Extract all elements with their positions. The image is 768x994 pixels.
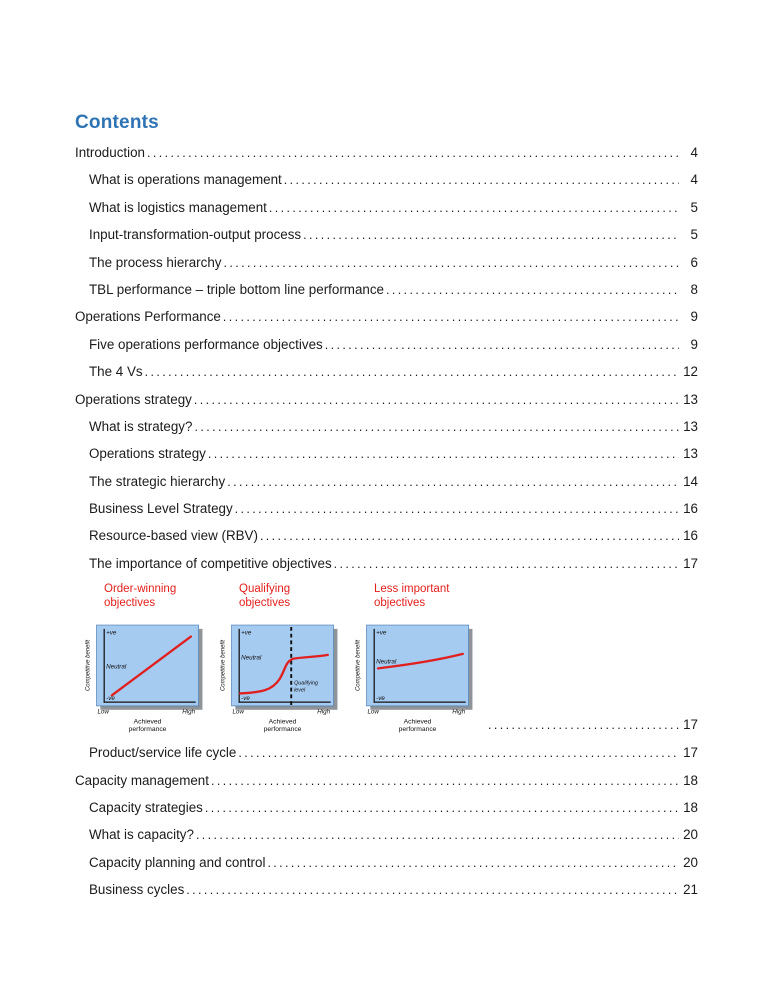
x-axis-label-line1: Achieved — [403, 718, 432, 726]
toc-entry-label: What is strategy? — [89, 418, 193, 434]
toc-entry-label: Five operations performance objectives — [89, 336, 323, 352]
x-tick-high: High — [452, 708, 466, 716]
toc-leader-dots — [284, 173, 679, 187]
toc-list-bottom — [75, 745, 698, 897]
toc-entry-label: Capacity planning and control — [89, 854, 266, 870]
toc-leader-dots — [235, 502, 679, 516]
toc-page-number: 6 — [690, 254, 698, 270]
toc-leader-dots — [194, 420, 679, 434]
toc-page-number: 18 — [683, 772, 698, 788]
y-tick-neutral: Neutral — [241, 654, 262, 662]
toc-entry-label: What is operations management — [89, 172, 282, 188]
toc-page-number: 17 — [683, 555, 698, 571]
x-axis-label-line1: Achieved — [133, 718, 162, 726]
y-axis-label: Competitive benefit — [355, 640, 362, 692]
toc-entry[interactable] — [75, 227, 698, 242]
toc-entry-label: Product/service life cycle — [89, 745, 237, 761]
y-tick-nve: -ve — [106, 695, 115, 703]
toc-page-number: 13 — [683, 446, 698, 462]
chart-less-important-plot — [353, 621, 484, 735]
toc-page-number: 14 — [683, 473, 698, 489]
toc-leader-dots — [205, 801, 679, 815]
toc-entry[interactable] — [75, 392, 698, 407]
toc-entry[interactable] — [75, 172, 698, 187]
toc-page-number: 12 — [683, 364, 698, 380]
x-tick-low: Low — [97, 708, 109, 716]
y-axis-label: Competitive benefit — [85, 640, 92, 692]
toc-entry[interactable] — [75, 337, 698, 352]
toc-leader-dots — [488, 718, 679, 732]
x-axis-label-line2: performance — [128, 726, 167, 734]
toc-entry-label: Input-transformation-output process — [89, 227, 302, 243]
toc-page-number: 4 — [690, 145, 698, 160]
toc-entry[interactable] — [75, 827, 698, 842]
y-tick-pve: +ve — [106, 629, 117, 637]
x-tick-low: Low — [367, 708, 379, 716]
toc-page-number: 9 — [690, 336, 698, 352]
chart-qualifying-plot — [218, 621, 349, 735]
toc-entry-label: Capacity strategies — [89, 800, 203, 816]
toc-leader-dots — [211, 774, 679, 788]
toc-entry-label: Business Level Strategy — [89, 501, 233, 517]
toc-leader-dots — [186, 883, 679, 897]
toc-leader-dots — [145, 365, 679, 379]
toc-leader-dots — [267, 856, 679, 870]
toc-entry-label: Operations strategy — [75, 391, 192, 407]
toc-page-number: 9 — [690, 309, 698, 325]
toc-leader-dots — [260, 529, 679, 543]
toc-page-number: 20 — [683, 827, 698, 843]
toc-page-number: 17 — [683, 745, 698, 761]
chart-qualifying — [218, 583, 351, 735]
toc-entry-label: The importance of competitive objectives — [89, 555, 332, 571]
toc-entry[interactable] — [75, 556, 698, 571]
contents-heading: Contents — [75, 112, 159, 133]
toc-leader-dots — [386, 283, 679, 297]
toc-page-number: 21 — [683, 882, 698, 898]
annotation-line1: Qualifying — [294, 680, 319, 687]
x-axis-label-line2: performance — [398, 726, 437, 734]
toc-entry-label: TBL performance – triple bottom line performance — [89, 281, 384, 297]
toc-list-top — [75, 145, 698, 571]
toc-entry[interactable] — [75, 855, 698, 870]
toc-page-number: 16 — [683, 528, 698, 544]
y-tick-neutral: Neutral — [376, 658, 397, 666]
toc-figure-row — [75, 583, 698, 735]
chart-less-important — [353, 583, 486, 735]
toc-page-number: 13 — [683, 391, 698, 407]
competitive-objectives-figure[interactable] — [75, 583, 486, 735]
toc-leader-dots — [238, 746, 679, 760]
y-axis-label: Competitive benefit — [220, 640, 227, 692]
toc-page-number: 4 — [690, 172, 698, 188]
toc-entry-label: What is capacity? — [89, 827, 194, 843]
toc-entry[interactable] — [75, 528, 698, 543]
toc-entry[interactable] — [75, 882, 698, 897]
toc-entry-label: The process hierarchy — [89, 254, 222, 270]
toc-entry-label: Business cycles — [89, 882, 185, 898]
toc-leader-dots — [325, 338, 679, 352]
y-tick-pve: +ve — [376, 629, 387, 637]
toc-entry[interactable] — [75, 419, 698, 434]
annotation-line2: level — [294, 687, 306, 694]
chart-order-winning-plot — [83, 621, 214, 735]
toc-entry-label: Resource-based view (RBV) — [89, 528, 258, 544]
y-tick-neutral: Neutral — [106, 663, 127, 671]
toc-leader-dots — [194, 393, 679, 407]
chart-title: Order-winning objectives — [104, 583, 177, 609]
x-axis-label-line2: performance — [263, 726, 302, 734]
y-tick-pve: +ve — [241, 629, 252, 637]
toc-entry[interactable] — [75, 800, 698, 815]
toc-entry[interactable] — [75, 745, 698, 760]
toc-leader-dots — [223, 310, 679, 324]
toc-entry[interactable] — [75, 501, 698, 516]
toc-leader-dots — [223, 256, 679, 270]
x-tick-high: High — [182, 708, 196, 716]
toc-entry-label: The 4 Vs — [89, 364, 143, 380]
toc-entry-label: Capacity management — [75, 772, 209, 788]
toc-leader-dots — [147, 146, 679, 160]
toc-entry-label: The strategic hierarchy — [89, 473, 226, 489]
toc-entry-label: Operations strategy — [89, 446, 206, 462]
toc-entry[interactable] — [75, 773, 698, 788]
toc-leader-dots — [196, 828, 679, 842]
toc-entry[interactable] — [75, 200, 698, 215]
toc-entry[interactable] — [75, 474, 698, 489]
x-tick-low: Low — [232, 708, 244, 716]
toc-entry[interactable] — [75, 446, 698, 461]
toc-leader-dots — [303, 228, 679, 242]
y-tick-nve: -ve — [241, 695, 250, 703]
chart-title: Qualifying objectives — [239, 583, 291, 609]
toc-page-number: 5 — [690, 227, 698, 243]
toc-entry-label: Operations Performance — [75, 309, 221, 325]
toc-page-number: 8 — [690, 281, 698, 297]
toc-entry[interactable] — [75, 282, 698, 297]
toc-entry-label: Introduction — [75, 145, 145, 160]
y-tick-nve: -ve — [376, 695, 385, 703]
toc-page-number: 20 — [683, 854, 698, 870]
toc-leader-dots — [269, 201, 679, 215]
toc-page-number: 13 — [683, 418, 698, 434]
toc-entry[interactable] — [75, 309, 698, 324]
toc-page-number: 5 — [690, 199, 698, 215]
chart-order-winning — [83, 583, 216, 735]
toc-leader-dots — [208, 447, 679, 461]
toc-entry[interactable] — [75, 145, 698, 160]
chart-title: Less important objectives — [374, 583, 450, 609]
x-axis-label-line1: Achieved — [268, 718, 297, 726]
toc-page-number: 16 — [683, 501, 698, 517]
toc-entry[interactable] — [75, 255, 698, 270]
toc-entry[interactable] — [75, 364, 698, 379]
x-tick-high: High — [317, 708, 331, 716]
toc-leader-dots — [227, 475, 679, 489]
toc-entry-label: What is logistics management — [89, 199, 267, 215]
toc-page-number: 17 — [683, 717, 698, 733]
toc-page-number: 18 — [683, 800, 698, 816]
toc-leader-dots — [334, 557, 679, 571]
